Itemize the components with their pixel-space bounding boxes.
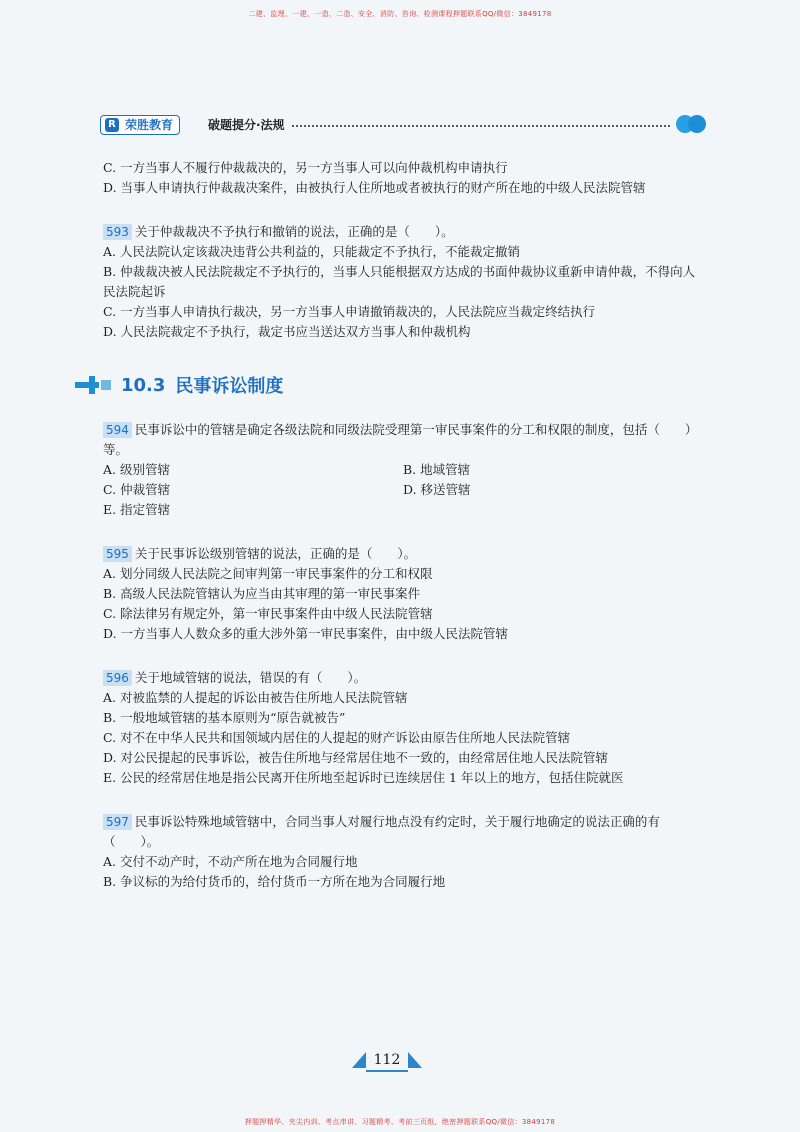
question-stem: 关于地域管辖的说法，错误的有（ ）。 bbox=[134, 670, 367, 685]
option-d: D. 一方当事人人数众多的重大涉外第一审民事案件，由中级人民法院管辖 bbox=[103, 626, 509, 641]
question-stem: 民事诉讼特殊地域管辖中，合同当事人对履行地点没有约定时，关于履行地确定的说法正确的有（ ）。 bbox=[103, 814, 660, 849]
option-e: E. 公民的经常居住地是指公民离开住所地至起诉时已连续居住 1 年以上的地方，包括住院就医 bbox=[103, 770, 624, 785]
question-594 bbox=[103, 420, 703, 520]
option-b: B. 地域管辖 bbox=[403, 462, 471, 477]
option-c: C. 除法律另有规定外，第一审民事案件由中级人民法院管辖 bbox=[103, 606, 433, 621]
question-593 bbox=[103, 222, 703, 342]
option-c: C. 一方当事人不履行仲裁裁决的，另一方当事人可以向仲裁机构申请执行 bbox=[103, 160, 508, 175]
question-595 bbox=[103, 544, 703, 644]
option-c: C. 对不在中华人民共和国领域内居住的人提起的财产诉讼由原告住所地人民法院管辖 bbox=[103, 730, 571, 745]
option-c: C. 一方当事人申请执行裁决，另一方当事人申请撤销裁决的，人民法院应当裁定终结执行 bbox=[103, 304, 596, 319]
option-d: D. 移送管辖 bbox=[403, 482, 471, 497]
bottom-promo-note: 押题押精华、夹尖内训、考点串讲、习题精考、考前三页纸，绝密押题联系QQ/微信：3849178 bbox=[244, 1118, 556, 1126]
option-a: A. 对被监禁的人提起的诉讼由被告住所地人民法院管辖 bbox=[103, 690, 408, 705]
page-number: 112 bbox=[366, 1050, 408, 1072]
section-heading bbox=[103, 368, 703, 402]
question-number: 596 bbox=[103, 670, 132, 686]
option-a: A. 划分同级人民法院之间审判第一审民事案件的分工和权限 bbox=[103, 566, 433, 581]
option-b: B. 仲裁裁决被人民法院裁定不予执行的，当事人只能根据双方达成的书面仲裁协议重新申请仲裁，不得向人民法院起诉 bbox=[103, 264, 696, 299]
left-wedge-icon bbox=[352, 1052, 366, 1068]
question-stem: 关于民事诉讼级别管辖的说法，正确的是（ ）。 bbox=[134, 546, 417, 561]
page-number-badge bbox=[352, 1050, 422, 1070]
option-b: B. 争议标的为给付货币的，给付货币一方所在地为合同履行地 bbox=[103, 874, 446, 889]
question-597 bbox=[103, 812, 703, 892]
option-a: A. 交付不动产时，不动产所在地为合同履行地 bbox=[103, 854, 358, 869]
question-592-tail bbox=[103, 158, 703, 198]
option-d: D. 人民法院裁定不予执行，裁定书应当送达双方当事人和仲裁机构 bbox=[103, 324, 471, 339]
option-a: A. 人民法院认定该裁决违背公共利益的，只能裁定不予执行，不能裁定撤销 bbox=[103, 244, 520, 259]
question-stem: 民事诉讼中的管辖是确定各级法院和同级法院受理第一审民事案件的分工和权限的制度，包括（ ）等。 bbox=[103, 422, 698, 457]
question-number: 593 bbox=[103, 224, 132, 240]
question-number: 594 bbox=[103, 422, 132, 438]
question-596 bbox=[103, 668, 703, 788]
right-wedge-icon bbox=[408, 1052, 422, 1068]
brand-logo bbox=[100, 115, 180, 135]
question-number: 595 bbox=[103, 546, 132, 562]
option-e: E. 指定管辖 bbox=[103, 502, 171, 517]
page-content bbox=[103, 158, 703, 892]
header-dotted-rule bbox=[292, 125, 670, 127]
section-title: 民事诉讼制度 bbox=[175, 376, 284, 397]
option-b: B. 高级人民法院管辖认为应当由其审理的第一审民事案件 bbox=[103, 586, 421, 601]
question-stem: 关于仲裁裁决不予执行和撤销的说法，正确的是（ ）。 bbox=[134, 224, 454, 239]
section-number: 10.3 bbox=[121, 374, 166, 396]
page-header bbox=[100, 112, 710, 136]
logo-text: 荣胜教育 bbox=[125, 118, 174, 132]
header-bubble-icon bbox=[676, 115, 706, 133]
option-a: A. 级别管辖 bbox=[103, 462, 170, 477]
option-b: B. 一般地域管辖的基本原则为“原告就被告” bbox=[103, 710, 346, 725]
question-number: 597 bbox=[103, 814, 132, 830]
option-c: C. 仲裁管辖 bbox=[103, 482, 171, 497]
option-d: D. 对公民提起的民事诉讼，被告住所地与经常居住地不一致的，由经常居住地人民法院管辖 bbox=[103, 750, 609, 765]
logo-mark-icon: R bbox=[105, 118, 119, 132]
header-title: 破题提分·法规 bbox=[208, 118, 285, 132]
puzzle-icon bbox=[75, 376, 115, 394]
option-d: D. 当事人申请执行仲裁裁决案件，由被执行人住所地或者被执行的财产所在地的中级人民法院管辖 bbox=[103, 180, 646, 195]
top-promo-note: 二建、监理、一建、一造、二造、安全、消防、咨询、检测课程押题联系QQ/微信：3849178 bbox=[248, 10, 552, 18]
